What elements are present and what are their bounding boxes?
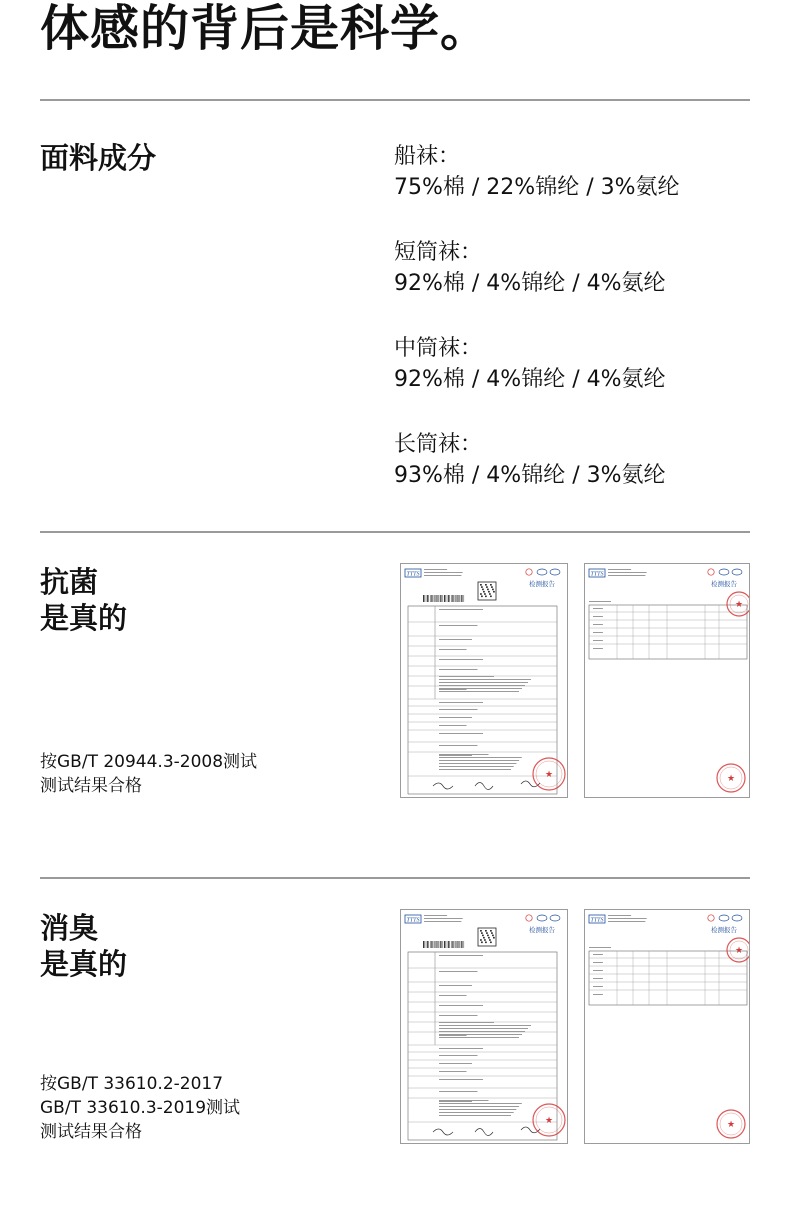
report-text-line: [439, 609, 483, 610]
deodorant-result-line: 测试结果合格: [40, 1122, 142, 1142]
report-text-line: [593, 616, 603, 617]
report-text-line: [424, 918, 463, 919]
qr-dot: [480, 593, 482, 595]
qr-dot: [486, 932, 488, 934]
qr-dot: [487, 589, 489, 591]
report-text-line: [608, 575, 645, 576]
report-text-line: [439, 1101, 472, 1102]
report-text-line: [424, 921, 461, 922]
signature-mark: [475, 1129, 493, 1136]
report-text-line: [439, 1028, 528, 1029]
signature-mark: [433, 783, 453, 789]
report-title: 检测报告: [711, 926, 737, 934]
barcode-bar: [423, 941, 424, 948]
report-text-line: [593, 970, 603, 971]
report-text-line: [608, 921, 645, 922]
report-text-line: [593, 954, 603, 955]
report-text-line: [439, 1035, 467, 1036]
ilac-mark-icon: [732, 569, 742, 575]
fabric-item-boat-socks: [394, 141, 750, 237]
cnas-mark-icon: [719, 569, 729, 575]
report-text-line: [439, 971, 478, 972]
fabric-item-name: 短筒袜：: [394, 240, 483, 265]
qr-dot: [485, 584, 487, 586]
barcode-bar: [452, 941, 453, 948]
qr-dot: [480, 584, 482, 586]
report-text-line: [439, 639, 472, 640]
report-text-line: [593, 648, 603, 649]
qr-dot: [480, 939, 482, 941]
deodorant-standard-line: 按GB/T 33610.2-2017: [40, 1074, 224, 1094]
qr-dot: [485, 596, 487, 598]
report-text-line: [439, 995, 467, 996]
report-text-line: [608, 569, 631, 570]
report-text-line: [593, 962, 603, 963]
divider: [40, 531, 750, 533]
report-text-line: [439, 985, 472, 986]
star-icon: ★: [726, 1120, 736, 1131]
result-table: [589, 951, 747, 1005]
ilac-mark-icon: [732, 915, 742, 921]
report-text-line: [439, 1025, 531, 1026]
report-text-line: [608, 918, 647, 919]
report-text-line: [593, 608, 603, 609]
qr-dot: [491, 932, 493, 934]
report-text-line: [439, 717, 472, 718]
report-text-line: [439, 1103, 522, 1104]
antibacterial-title: [40, 564, 127, 636]
deodorant-title: [40, 910, 127, 982]
test-report-image: [584, 563, 750, 798]
barcode-bar: [448, 941, 449, 948]
star-icon: ★: [544, 1116, 554, 1127]
antibacterial-title-line2: 是真的: [40, 601, 128, 635]
report-text-line: [439, 1115, 511, 1116]
qr-dot: [484, 593, 486, 595]
qr-dot: [487, 935, 489, 937]
signature-mark: [433, 1129, 453, 1135]
report-text-line: [439, 1048, 483, 1049]
report-text-line: [589, 947, 611, 948]
qr-dot: [483, 937, 485, 939]
report-text-line: [424, 915, 447, 916]
barcode-bar: [457, 941, 458, 948]
report-brand: TTTS: [406, 571, 420, 578]
report-text-line: [593, 994, 603, 995]
report-text-line: [439, 754, 489, 755]
report-text-line: [439, 1109, 516, 1110]
deodorant-title-line2: 是真的: [40, 947, 128, 981]
cma-mark-icon: [526, 915, 532, 921]
fabric-item-crew-socks: [394, 333, 750, 429]
qr-dot: [491, 586, 493, 588]
report-text-line: [439, 649, 467, 650]
qr-dot: [486, 586, 488, 588]
page-headline: 体感的背后是科学。: [40, 0, 491, 57]
ilac-mark-icon: [550, 915, 560, 921]
ilac-mark-icon: [550, 569, 560, 575]
star-icon: ★: [726, 774, 736, 785]
barcode-bar: [440, 595, 441, 602]
report-title: 检测报告: [711, 580, 737, 588]
report-brand: TTTS: [590, 917, 604, 924]
cma-mark-icon: [526, 569, 532, 575]
report-text-line: [439, 1063, 472, 1064]
report-text-line: [439, 763, 516, 764]
barcode-bar: [461, 941, 462, 948]
barcode-bar: [444, 595, 445, 602]
fabric-item-name: 长筒袜：: [394, 432, 483, 457]
report-text-line: [439, 1091, 478, 1092]
barcode-bar: [436, 941, 437, 948]
qr-dot: [481, 586, 483, 588]
qr-dot: [482, 589, 484, 591]
report-text-line: [439, 1034, 522, 1035]
qr-dot: [488, 591, 490, 593]
report-text-line: [439, 725, 467, 726]
report-text-line: [439, 1055, 478, 1056]
report-text-line: [439, 669, 478, 670]
qr-dot: [493, 591, 495, 593]
report-text-line: [439, 688, 522, 689]
barcode-bar: [427, 595, 428, 602]
report-text-line: [439, 757, 522, 758]
report-brand: TTTS: [406, 917, 420, 924]
qr-dot: [493, 937, 495, 939]
fabric-item-composition: 75%棉 / 22%锦纶 / 3%氨纶: [394, 175, 680, 200]
fabric-item-composition: 92%棉 / 4%锦纶 / 4%氨纶: [394, 367, 666, 392]
fabric-composition-list: [394, 141, 750, 525]
barcode-bar: [427, 941, 428, 948]
qr-dot: [481, 932, 483, 934]
fabric-item-composition: 93%棉 / 4%锦纶 / 3%氨纶: [394, 463, 666, 488]
antibacterial-title-line1: 抗菌: [40, 565, 99, 599]
report-text-line: [439, 955, 483, 956]
barcode-bar: [444, 941, 445, 948]
qr-dot: [485, 942, 487, 944]
report-text-line: [439, 766, 514, 767]
barcode-bar: [448, 595, 449, 602]
fabric-item-short-socks: [394, 237, 750, 333]
report-text-line: [439, 1005, 483, 1006]
report-text-line: [439, 682, 528, 683]
report-text-line: [439, 625, 478, 626]
star-icon: ★: [544, 770, 554, 781]
star-icon: ★: [734, 946, 744, 957]
cnas-mark-icon: [537, 915, 547, 921]
deodorant-title-line1: 消臭: [40, 911, 99, 945]
antibacterial-result-line: 测试结果合格: [40, 776, 142, 796]
report-text-line: [593, 632, 603, 633]
deodorant-standard: [40, 1072, 240, 1144]
report-text-line: [439, 1031, 525, 1032]
qr-dot: [489, 593, 491, 595]
fabric-item-long-socks: [394, 429, 750, 525]
qr-dot: [489, 939, 491, 941]
qr-dot: [484, 939, 486, 941]
report-text-line: [424, 575, 461, 576]
report-text-line: [439, 676, 494, 677]
qr-dot: [490, 942, 492, 944]
report-text-line: [439, 679, 531, 680]
report-text-line: [439, 1071, 467, 1072]
report-text-line: [439, 702, 483, 703]
report-text-line: [593, 640, 603, 641]
report-text-line: [424, 572, 463, 573]
report-text-line: [439, 1037, 519, 1038]
cma-mark-icon: [708, 569, 714, 575]
star-icon: ★: [734, 600, 744, 611]
report-brand: TTTS: [590, 571, 604, 578]
divider: [40, 877, 750, 879]
report-text-line: [439, 1112, 514, 1113]
report-text-line: [439, 760, 519, 761]
fabric-section-title: 面料成分: [40, 141, 157, 175]
report-text-line: [439, 1079, 483, 1080]
report-text-line: [439, 769, 511, 770]
barcode-bar: [436, 595, 437, 602]
qr-dot: [492, 935, 494, 937]
qr-dot: [485, 930, 487, 932]
cnas-mark-icon: [719, 915, 729, 921]
report-text-line: [424, 569, 447, 570]
report-text-line: [593, 624, 603, 625]
qr-dot: [490, 596, 492, 598]
report-text-line: [608, 572, 647, 573]
barcode-bar: [431, 595, 432, 602]
antibacterial-standard: [40, 750, 257, 798]
test-report-image: [400, 909, 568, 1144]
barcode-bar: [440, 941, 441, 948]
report-text-line: [593, 986, 603, 987]
fabric-item-composition: 92%棉 / 4%锦纶 / 4%氨纶: [394, 271, 666, 296]
qr-dot: [490, 930, 492, 932]
report-text-line: [439, 745, 478, 746]
divider: [40, 99, 750, 101]
report-text-line: [589, 601, 611, 602]
antibacterial-standard-line: 按GB/T 20944.3-2008测试: [40, 752, 258, 772]
deodorant-standard-line: GB/T 33610.3-2019测试: [40, 1098, 241, 1118]
fabric-item-name: 中筒袜：: [394, 336, 483, 361]
cnas-mark-icon: [537, 569, 547, 575]
report-text-line: [439, 1100, 489, 1101]
report-text-line: [439, 1106, 519, 1107]
barcode-bar: [461, 595, 462, 602]
qr-dot: [481, 942, 483, 944]
qr-dot: [481, 596, 483, 598]
test-report-image: [400, 563, 568, 798]
result-table: [589, 605, 747, 659]
barcode-bar: [452, 595, 453, 602]
report-text-line: [439, 685, 525, 686]
report-text-line: [439, 733, 483, 734]
report-text-line: [439, 1015, 478, 1016]
report-text-line: [439, 659, 483, 660]
report-title: 检测报告: [529, 926, 555, 934]
report-text-line: [439, 709, 478, 710]
report-title: 检测报告: [529, 580, 555, 588]
report-text-line: [608, 915, 631, 916]
report-text-line: [439, 1022, 494, 1023]
report-text-line: [439, 691, 519, 692]
qr-dot: [490, 584, 492, 586]
qr-dot: [482, 935, 484, 937]
qr-dot: [483, 591, 485, 593]
barcode-bar: [423, 595, 424, 602]
signature-mark: [475, 783, 493, 790]
report-text-line: [593, 978, 603, 979]
test-report-image: [584, 909, 750, 1144]
qr-dot: [492, 589, 494, 591]
qr-dot: [488, 937, 490, 939]
barcode-bar: [431, 941, 432, 948]
cma-mark-icon: [708, 915, 714, 921]
report-text-line: [439, 755, 472, 756]
report-text-line: [439, 689, 467, 690]
fabric-item-name: 船袜：: [394, 144, 461, 169]
barcode-bar: [457, 595, 458, 602]
qr-dot: [480, 930, 482, 932]
